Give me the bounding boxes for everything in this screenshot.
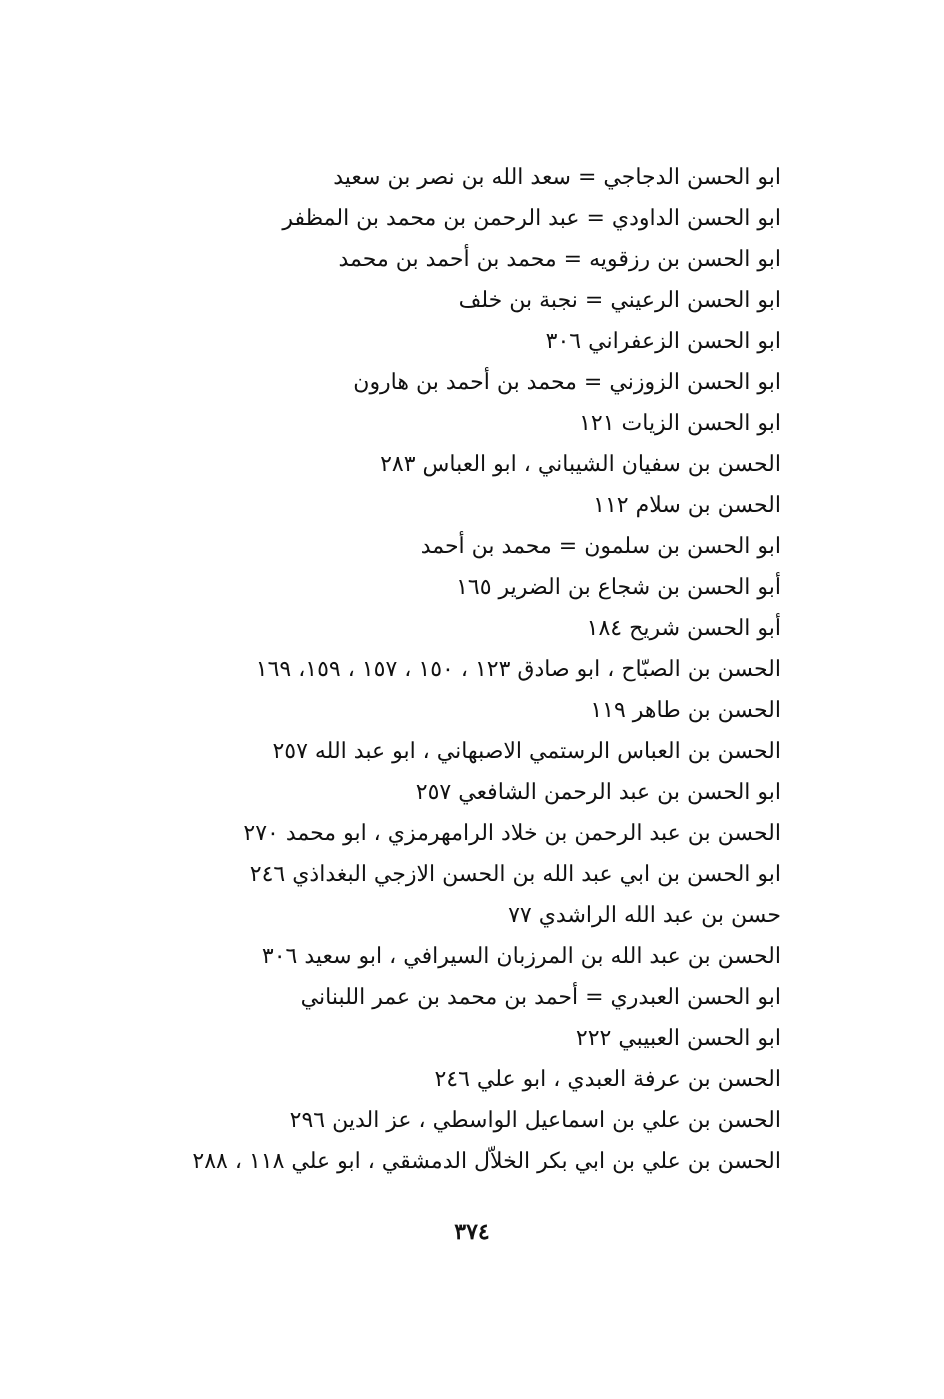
index-entry: ابو الحسن الزوزني = محمد بن أحمد بن هارون (353, 370, 781, 395)
index-entry: الحسن بن سلام ١١٢ (593, 493, 781, 518)
index-entry: الحسن بن علي بن ابي بكر الخلاّل الدمشقي ، ابو علي ١١٨ ، ٢٨٨ (192, 1149, 781, 1174)
index-entry: ابو الحسن العبيبي ٢٢٢ (575, 1026, 781, 1051)
index-entry: ابو الحسن بن ابي عبد الله بن الحسن الازجي البغداذي ٢٤٦ (249, 862, 781, 887)
page-number: ٣٧٤ (454, 1219, 490, 1245)
index-entry: الحسن بن علي بن اسماعيل الواسطي ، عز الدين ٢٩٦ (289, 1108, 781, 1133)
index-entry: ابو الحسن بن سلمون = محمد بن أحمد (420, 534, 781, 559)
index-entry: الحسن بن الصبّاح ، ابو صادق ١٢٣ ، ١٥٠ ، ١٥٧ ، ١٥٩، ١٦٩ (255, 657, 781, 682)
index-entry: الحسن بن طاهر ١١٩ (590, 698, 781, 723)
index-entry: ابو الحسن الزيات ١٢١ (579, 411, 781, 436)
index-entry: الحسن بن عبد الله بن المرزبان السيرافي ، ابو سعيد ٣٠٦ (261, 944, 781, 969)
index-entry: ابو الحسن بن عبد الرحمن الشافعي ٢٥٧ (415, 780, 781, 805)
index-entry: الحسن بن عبد الرحمن بن خلاد الرامهرمزي ، ابو محمد ٢٧٠ (243, 821, 781, 846)
index-entries (131, 157, 781, 1182)
index-entry: ابو الحسن بن رزقويه = محمد بن أحمد بن محمد (338, 247, 781, 272)
index-entry: الحسن بن العباس الرستمي الاصبهاني ، ابو عبد الله ٢٥٧ (272, 739, 781, 764)
index-entry: أبو الحسن بن شجاع بن الضرير ١٦٥ (456, 575, 781, 600)
index-entry: الحسن بن عرفة العبدي ، ابو علي ٢٤٦ (434, 1067, 781, 1092)
index-entry: ابو الحسن الداودي = عبد الرحمن بن محمد بن المظفر (282, 206, 781, 231)
index-entry: الحسن بن سفيان الشيباني ، ابو العباس ٢٨٣ (380, 452, 781, 477)
index-entry: حسن بن عبد الله الراشدي ٧٧ (508, 903, 781, 928)
index-entry: ابو الحسن العبدري = أحمد بن محمد بن عمر اللبناني (300, 985, 781, 1010)
index-entry: ابو الحسن الزعفراني ٣٠٦ (545, 329, 781, 354)
index-entry: ابو الحسن الرعيني = نجبة بن خلف (458, 288, 781, 313)
index-entry: ابو الحسن الدجاجي = سعد الله بن نصر بن سعيد (333, 165, 781, 190)
index-entry: أبو الحسن شريح ١٨٤ (586, 616, 781, 641)
